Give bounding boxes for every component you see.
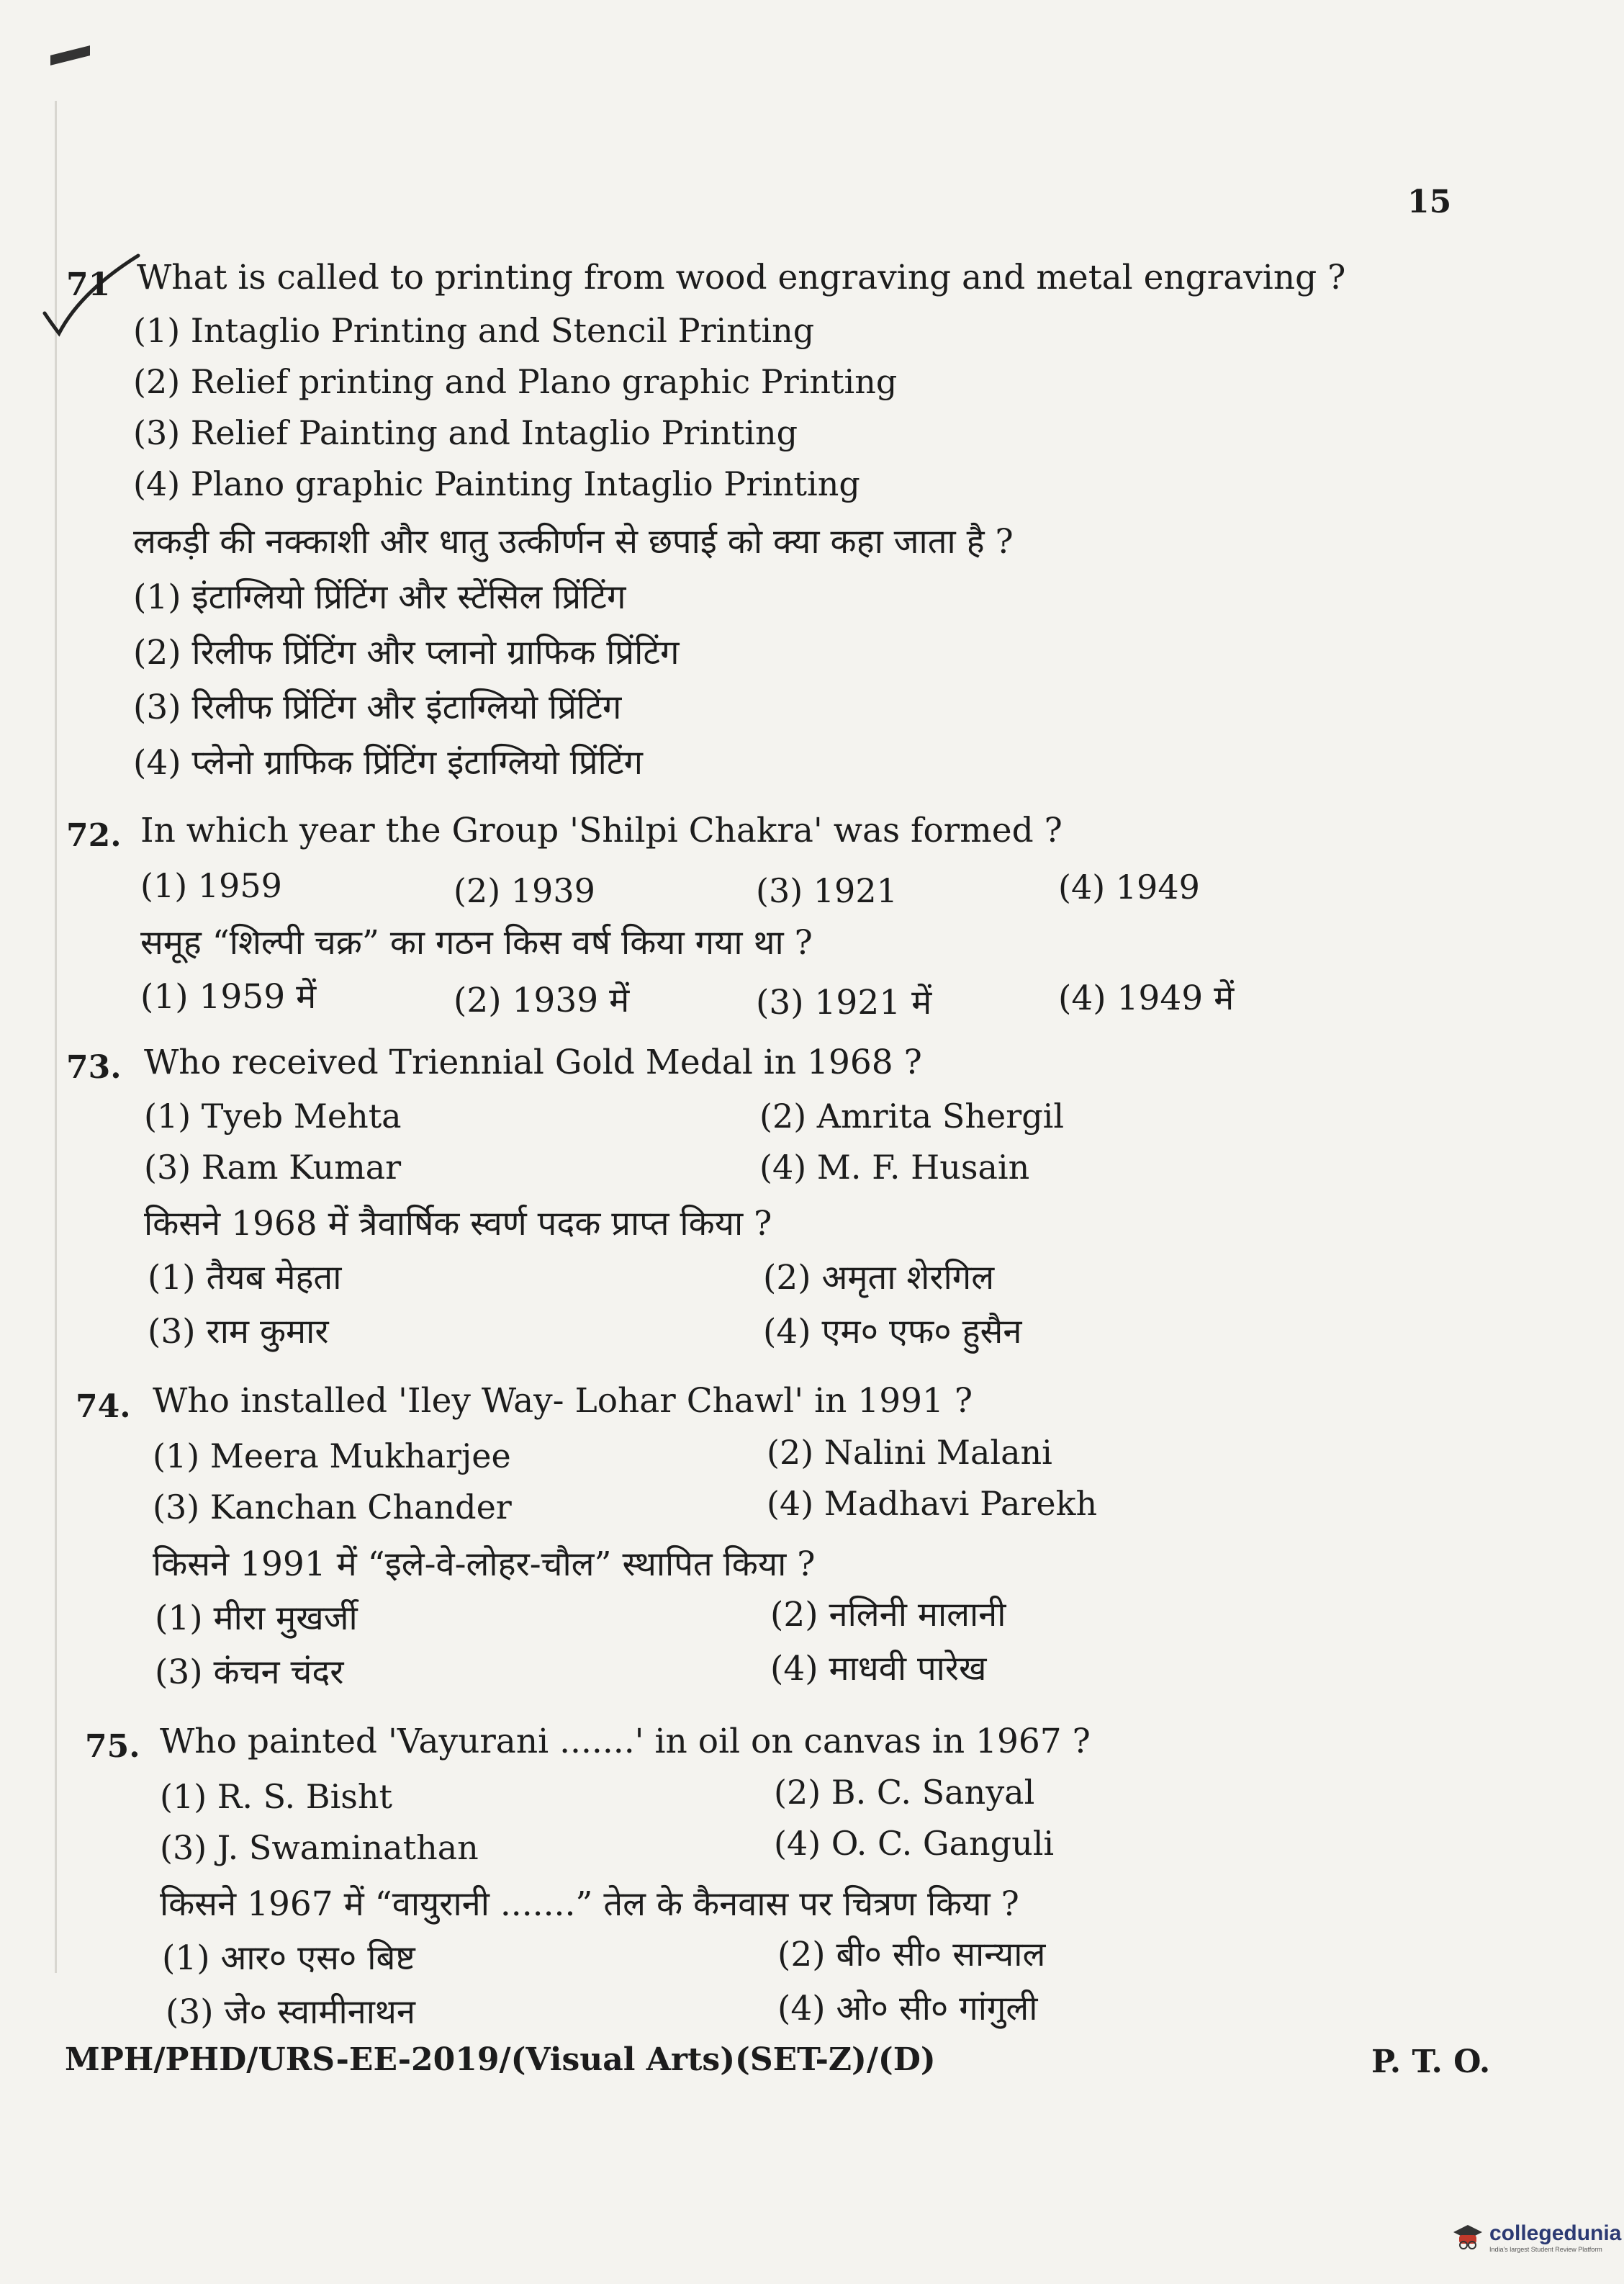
question-number: 74.: [76, 1388, 131, 1425]
question-text-hi: किसने 1991 में “इले-वे-लोहर-चौल” स्थापित किया ?: [153, 1545, 816, 1584]
option-en: (4) 1949: [1058, 868, 1200, 907]
option-en: (1) Meera Mukharjee: [153, 1437, 511, 1475]
option-en: (1) Tyeb Mehta: [144, 1097, 402, 1136]
option-hi: (3) जे० स्वामीनाथन: [166, 1992, 416, 2032]
option-en: (2) B. C. Sanyal: [774, 1773, 1035, 1812]
option-hi: (1) आर० एस० बिष्ट: [162, 1938, 415, 1978]
scan-corner-mark: [50, 45, 90, 66]
option-hi: (2) नलिनी मालानी: [770, 1595, 1006, 1635]
option-en: (3) Ram Kumar: [144, 1148, 402, 1187]
option-hi: (4) ओ० सी० गांगुली: [777, 1989, 1038, 2028]
question-number: 71: [66, 266, 111, 303]
option-hi: (3) रिलीफ प्रिंटिंग और इंटाग्लियो प्रिंटिंग: [133, 688, 622, 727]
option-en: (3) 1921: [756, 871, 898, 910]
option-en: (1) Intaglio Printing and Stencil Printing: [133, 311, 815, 350]
option-hi: (1) 1959 में: [140, 977, 317, 1017]
option-hi: (3) 1921 में: [756, 983, 932, 1022]
option-en: (4) O. C. Ganguli: [774, 1824, 1055, 1863]
option-en: (3) Relief Painting and Intaglio Printing: [133, 413, 798, 452]
option-hi: (3) कंचन चंदर: [155, 1653, 344, 1692]
question-text-hi: समूह “शिल्पी चक्र” का गठन किस वर्ष किया गया था ?: [140, 923, 813, 963]
pto-label: P. T. O.: [1371, 2044, 1491, 2080]
question-text-en: Who installed 'Iley Way- Lohar Chawl' in 1991 ?: [153, 1381, 973, 1421]
option-hi: (2) अमृता शेरगिल: [763, 1258, 995, 1298]
option-hi: (2) रिलीफ प्रिंटिंग और प्लानो ग्राफिक प्रिंटिंग: [133, 633, 680, 673]
question-number: 75.: [85, 1728, 140, 1765]
logo-tagline: India's largest Student Review Platform: [1489, 2246, 1602, 2253]
option-en: (1) R. S. Bisht: [160, 1777, 393, 1816]
question-text-en: In which year the Group 'Shilpi Chakra' was formed ?: [140, 811, 1063, 850]
option-en: (4) Plano graphic Painting Intaglio Printing: [133, 464, 860, 503]
option-en: (3) Kanchan Chander: [153, 1488, 512, 1527]
option-en: (2) Amrita Shergil: [759, 1097, 1065, 1136]
option-hi: (1) तैयब मेहता: [148, 1258, 342, 1298]
page-edge-line: [55, 101, 57, 1973]
question-text-hi: लकड़ी की नक्काशी और धातु उत्कीर्णन से छपाई को क्या कहा जाता है ?: [133, 522, 1014, 562]
option-hi: (1) मीरा मुखर्जी: [155, 1599, 358, 1638]
question-text-en: Who received Triennial Gold Medal in 1968 ?: [144, 1043, 922, 1082]
question-text-en: Who painted 'Vayurani .......' in oil on canvas in 1967 ?: [160, 1722, 1091, 1761]
question-text-hi: किसने 1968 में त्रैवार्षिक स्वर्ण पदक प्राप्त किया ?: [144, 1204, 772, 1244]
option-en: (4) Madhavi Parekh: [767, 1484, 1098, 1523]
option-en: (1) 1959: [140, 866, 282, 905]
option-en: (4) M. F. Husain: [759, 1148, 1030, 1187]
option-hi: (1) इंटाग्लियो प्रिंटिंग और स्टेंसिल प्रिंटिंग: [133, 577, 626, 617]
question-text-hi: किसने 1967 में “वायुरानी .......” तेल के कैनवास पर चित्रण किया ?: [160, 1884, 1019, 1924]
logo-name: collegedunia: [1489, 2221, 1622, 2245]
graduation-cap-icon: [1451, 2222, 1485, 2252]
page-number: 15: [1407, 184, 1452, 220]
option-hi: (4) माधवी पारेख: [770, 1649, 987, 1689]
option-hi: (2) 1939 में: [454, 981, 630, 1020]
option-hi: (4) प्लेनो ग्राफिक प्रिंटिंग इंटाग्लियो प्रिंटिंग: [133, 743, 644, 783]
option-hi: (4) 1949 में: [1058, 979, 1235, 1018]
option-hi: (4) एम० एफ० हुसैन: [763, 1312, 1022, 1352]
exam-code-footer: MPH/PHD/URS-EE-2019/(Visual Arts)(SET-Z)/(D): [65, 2041, 936, 2078]
question-text-en: What is called to printing from wood engraving and metal engraving ?: [137, 258, 1346, 297]
question-number: 73.: [66, 1049, 122, 1086]
option-en: (2) 1939: [454, 871, 595, 910]
option-en: (2) Relief printing and Plano graphic Printing: [133, 362, 898, 401]
question-number: 72.: [66, 817, 122, 854]
option-hi: (3) राम कुमार: [148, 1312, 329, 1352]
collegedunia-logo: [1451, 2221, 1621, 2253]
option-hi: (2) बी० सी० सान्याल: [777, 1935, 1046, 1974]
option-en: (3) J. Swaminathan: [160, 1828, 479, 1867]
option-en: (2) Nalini Malani: [767, 1433, 1052, 1472]
